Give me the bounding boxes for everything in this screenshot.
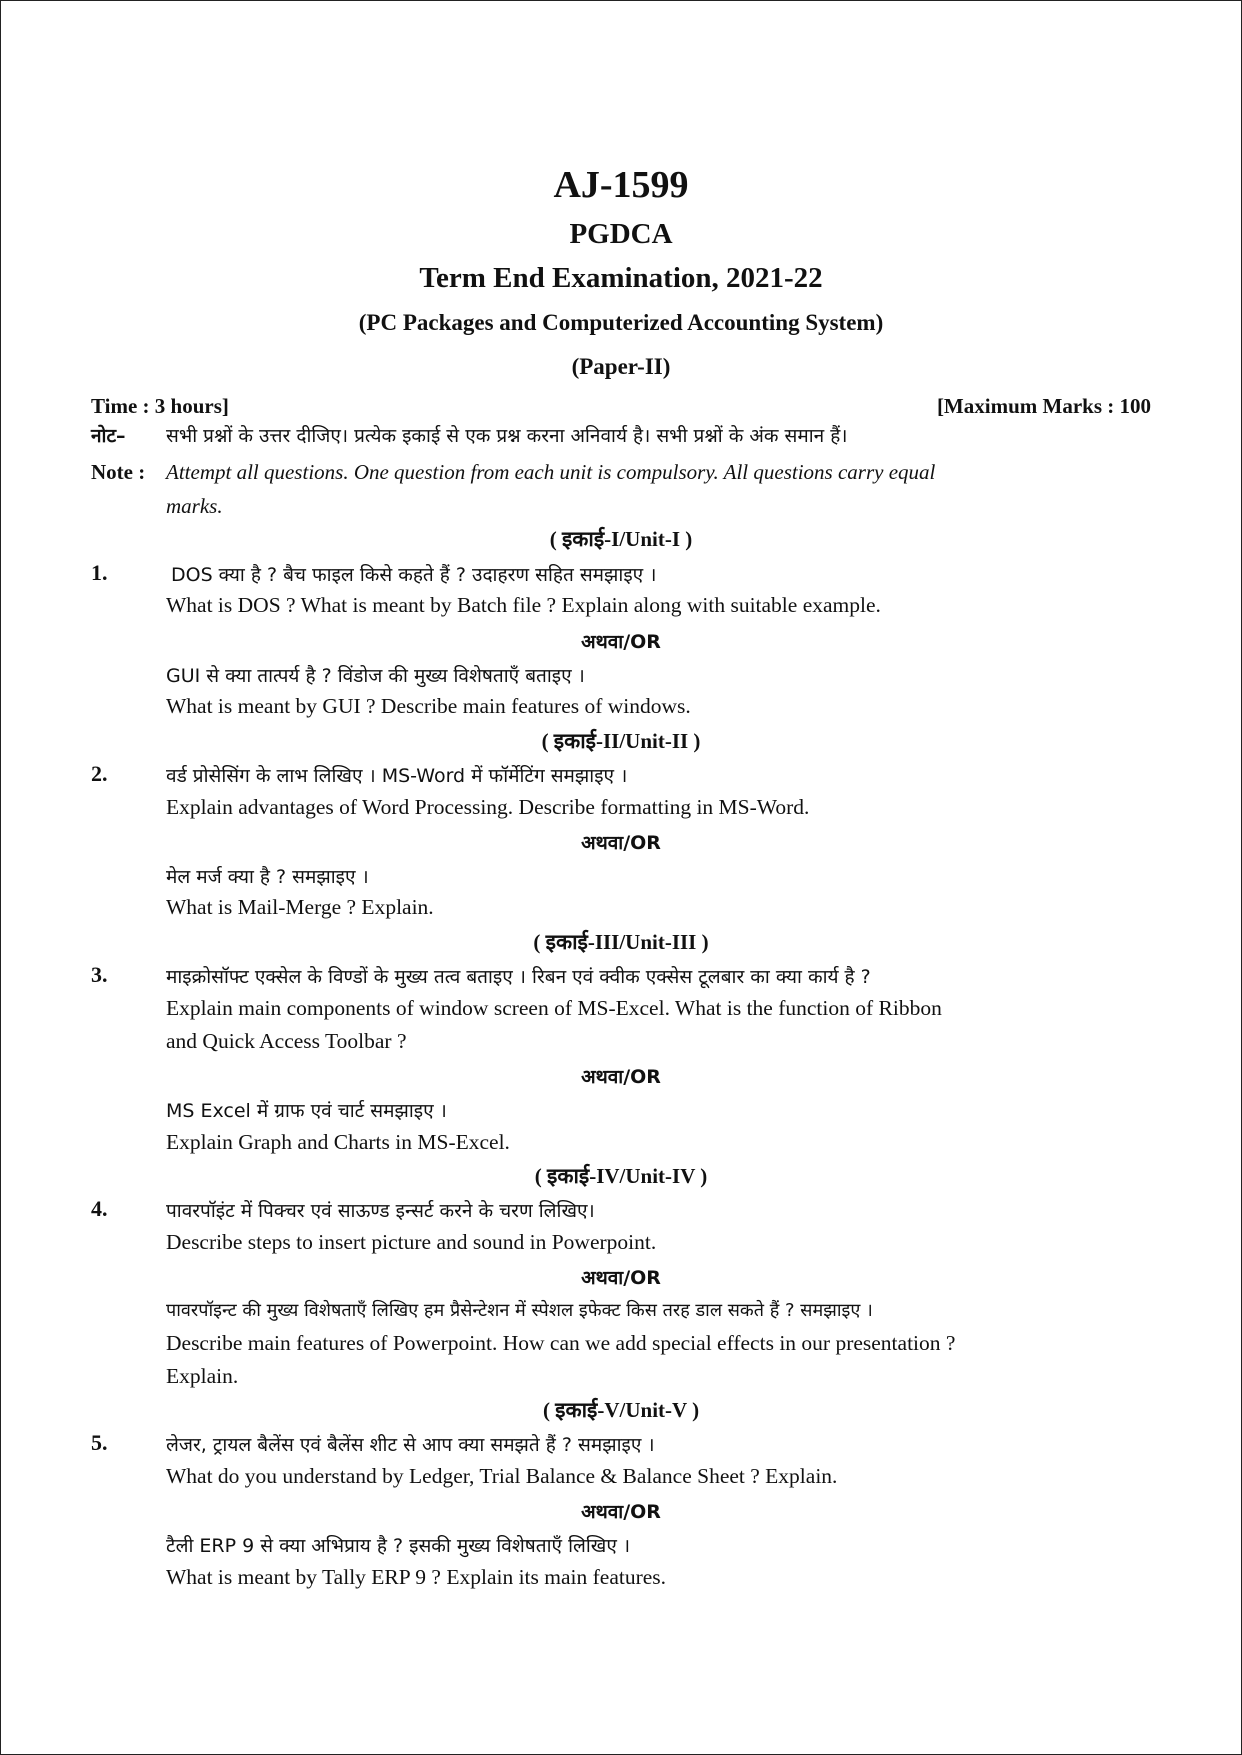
alt-question-english: What is meant by GUI ? Describe main features of windows. xyxy=(166,694,691,718)
subject-title: (PC Packages and Computerized Accounting System) xyxy=(358,310,884,335)
maximum-marks: [Maximum Marks : 100 xyxy=(936,394,1151,418)
question-hindi: माइक्रोसॉफ्ट एक्सेल के विण्डों के मुख्य तत्व बताइए । रिबन एवं क्वीक एक्सेस टूलबार का क्या कार्य है ? xyxy=(166,966,871,988)
course-name: PGDCA xyxy=(569,218,673,250)
alt-question-english: What is meant by Tally ERP 9 ? Explain its main features. xyxy=(166,1565,667,1589)
alt-question-hindi: GUI से क्या तात्पर्य है ? विंडोज की मुख्य विशेषताएँ बताइए । xyxy=(166,665,585,687)
question-english: What is DOS ? What is meant by Batch file ? Explain along with suitable example. xyxy=(166,593,881,617)
exam-title: Term End Examination, 2021-22 xyxy=(419,262,823,294)
alt-question-english: Describe main features of Powerpoint. How can we add special effects in our presentation ? xyxy=(166,1331,956,1355)
question-english-cont: and Quick Access Toolbar ? xyxy=(166,1029,407,1053)
question-english: Describe steps to insert picture and sound in Powerpoint. xyxy=(166,1230,657,1254)
question-number: 1. xyxy=(91,560,108,585)
note-english-text-cont: marks. xyxy=(166,494,223,518)
question-hindi: लेजर, ट्रायल बैलेंस एवं बैलेंस शीट से आप क्या समझते हैं ? समझाइए । xyxy=(166,1434,655,1456)
unit-heading: ( इकाई-III/Unit-III ) xyxy=(533,930,709,954)
alt-question-english: What is Mail-Merge ? Explain. xyxy=(166,895,434,919)
or-separator: अथवा/OR xyxy=(581,1501,661,1523)
paper-number: (Paper-II) xyxy=(571,354,671,379)
alt-question-hindi: पावरपॉइन्ट की मुख्य विशेषताएँ लिखिए हम प्रैसेन्टेशन में स्पेशल इफेक्ट किस तरह डाल सकते हैं ? समझाइए । xyxy=(166,1300,873,1321)
unit-heading: ( इकाई-II/Unit-II ) xyxy=(541,729,701,753)
question-number: 4. xyxy=(91,1196,108,1221)
alt-question-english-cont: Explain. xyxy=(166,1364,239,1388)
alt-question-hindi: टैली ERP 9 से क्या अभिप्राय है ? इसकी मुख्य विशेषताएँ लिखिए । xyxy=(166,1535,631,1557)
question-english: Explain main components of window screen of MS-Excel. What is the function of Ribbon xyxy=(166,996,942,1020)
note-english-label: Note : xyxy=(91,460,146,484)
note-hindi-label: नोट– xyxy=(91,425,126,447)
or-separator: अथवा/OR xyxy=(581,1066,661,1088)
question-english: What do you understand by Ledger, Trial Balance & Balance Sheet ? Explain. xyxy=(166,1464,838,1488)
time-allowed: Time : 3 hours] xyxy=(91,394,229,418)
question-hindi: DOS क्या है ? बैच फाइल किसे कहते हैं ? उदाहरण सहित समझाइए । xyxy=(171,564,657,586)
unit-heading: ( इकाई-I/Unit-I ) xyxy=(549,527,693,551)
question-number: 5. xyxy=(91,1430,108,1455)
paper-code: AJ-1599 xyxy=(553,164,689,206)
time-marks-row xyxy=(91,394,1151,419)
note-english-text: Attempt all questions. One question from each unit is compulsory. All questions carry equal xyxy=(166,460,936,484)
question-number: 3. xyxy=(91,962,108,987)
unit-heading: ( इकाई-V/Unit-V ) xyxy=(542,1398,700,1422)
or-separator: अथवा/OR xyxy=(581,1267,661,1289)
alt-question-english: Explain Graph and Charts in MS-Excel. xyxy=(166,1130,510,1154)
alt-question-hindi: मेल मर्ज क्या है ? समझाइए । xyxy=(166,866,369,888)
alt-question-hindi: MS Excel में ग्राफ एवं चार्ट समझाइए । xyxy=(166,1100,447,1122)
note-hindi-text: सभी प्रश्नों के उत्तर दीजिए। प्रत्येक इकाई से एक प्रश्न करना अनिवार्य है। सभी प्रश्नों के अंक समान हैं। xyxy=(166,425,848,447)
question-hindi: वर्ड प्रोसेसिंग के लाभ लिखिए । MS-Word में फॉर्मेटिंग समझाइए । xyxy=(166,765,628,787)
question-hindi: पावरपॉइंट में पिक्चर एवं साऊण्ड इन्सर्ट करने के चरण लिखिए। xyxy=(166,1200,595,1222)
question-number: 2. xyxy=(91,761,108,786)
unit-heading: ( इकाई-IV/Unit-IV ) xyxy=(534,1164,708,1188)
question-english: Explain advantages of Word Processing. Describe formatting in MS-Word. xyxy=(166,795,810,819)
or-separator: अथवा/OR xyxy=(581,832,661,854)
or-separator: अथवा/OR xyxy=(581,631,661,653)
